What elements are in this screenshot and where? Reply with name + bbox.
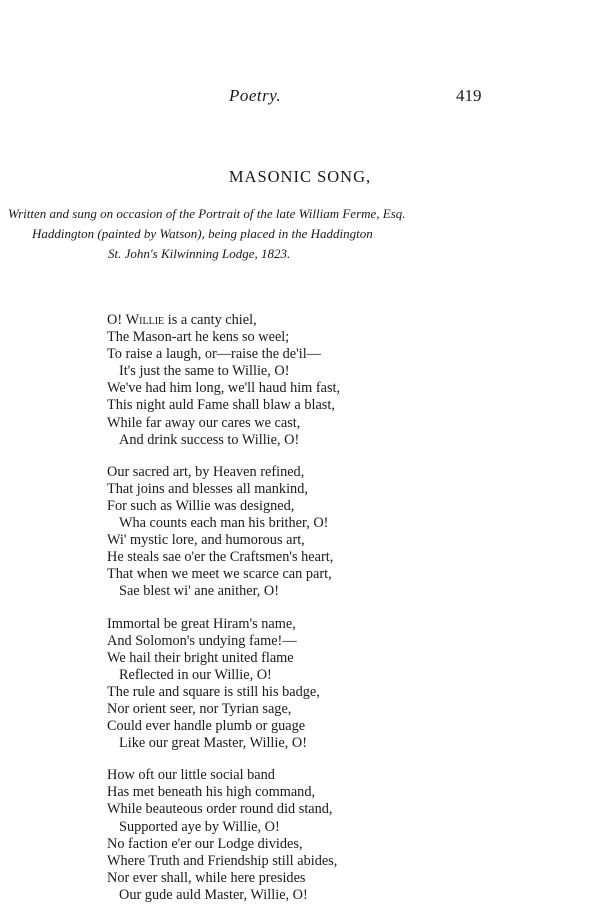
section-title: Poetry. [229, 86, 282, 105]
verse-line: Where Truth and Friendship still abides, [107, 852, 338, 869]
verse-line: We hail their bright united flame [107, 649, 294, 666]
verse-line: Our gude auld Master, Willie, O! [119, 886, 308, 903]
verse-line: Immortal be great Hiram's name, [107, 615, 296, 632]
verse-line: Like our great Master, Willie, O! [119, 735, 307, 752]
verse-line: To raise a laugh, or—raise the de'il— [107, 346, 321, 363]
song-subtitle [8, 204, 583, 264]
stanza [107, 616, 567, 753]
verse-line: Nor orient seer, nor Tyrian sage, [107, 700, 292, 717]
stanza [107, 464, 567, 601]
verse-line: Wha counts each man his brither, O! [119, 515, 329, 532]
verse-line: He steals sae o'er the Craftsmen's heart, [107, 549, 334, 566]
verse-line: Supported aye by Willie, O! [119, 818, 280, 835]
small-caps-name: Willie [125, 312, 165, 328]
verse-line: We've had him long, we'll haud him fast, [107, 380, 341, 397]
verse-line: And Solomon's undying fame!— [107, 632, 297, 649]
subtitle-line: Haddington (painted by Watson), being placed in the Haddington [32, 226, 373, 241]
verse-line: O! Willie is a canty chiel, [107, 312, 257, 328]
verse-line: The Mason-art he kens so weel; [107, 329, 290, 346]
verse-line: While beauteous order round did stand, [107, 801, 333, 818]
subtitle-line: Written and sung on occasion of the Portrait of the late William Ferme, Esq. [8, 206, 406, 221]
running-head [0, 86, 590, 110]
verse-line: How oft our little social band [107, 767, 275, 784]
verse-line: That joins and blesses all mankind, [107, 480, 308, 497]
verse-line: While far away our cares we cast, [107, 414, 301, 431]
verse-line: Wi' mystic lore, and humorous art, [107, 532, 305, 549]
poem-body [107, 312, 567, 919]
verse-line: For such as Willie was designed, [107, 497, 295, 514]
verse-line: And drink success to Willie, O! [119, 431, 300, 448]
verse-line: Our sacred art, by Heaven refined, [107, 463, 305, 480]
verse-line: No faction e'er our Lodge divides, [107, 835, 303, 852]
verse-line: It's just the same to Willie, O! [119, 363, 290, 380]
verse-line: That when we meet we scarce can part, [107, 566, 332, 583]
subtitle-line: St. John's Kilwinning Lodge, 1823. [108, 246, 291, 261]
song-title: MASONIC SONG, [228, 167, 372, 186]
verse-line: Nor ever shall, while here presides [107, 869, 306, 886]
verse-line: Sae blest wi' ane anither, O! [119, 583, 280, 600]
verse-line: Could ever handle plumb or guage [107, 718, 306, 735]
verse-line: Reflected in our Willie, O! [119, 666, 272, 683]
verse-line: Has met beneath his high command, [107, 784, 316, 801]
page-number: 419 [456, 86, 482, 105]
verse-line: This night auld Fame shall blaw a blast, [107, 397, 335, 414]
stanza [107, 767, 567, 904]
verse-line: The rule and square is still his badge, [107, 683, 320, 700]
stanza [107, 312, 567, 449]
